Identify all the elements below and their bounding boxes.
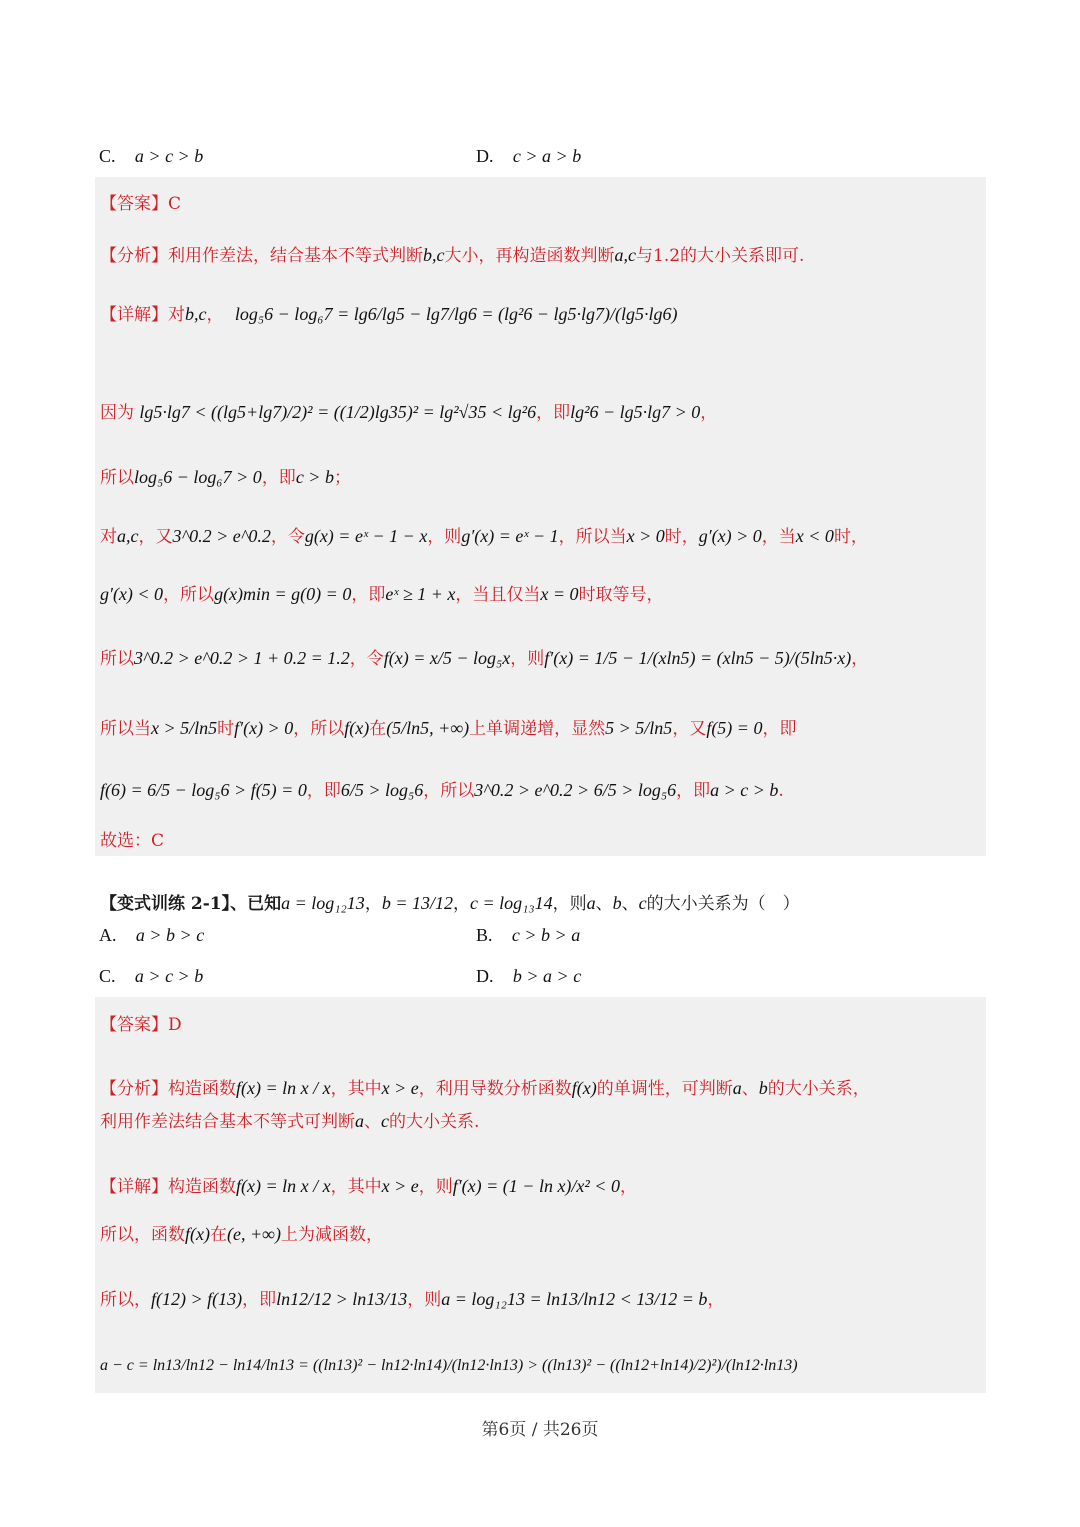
math: x > 5/ln5 (151, 718, 218, 738)
text: 时取等号， (578, 585, 664, 605)
text: 所以当 (100, 719, 151, 739)
text: ，所以 (423, 781, 475, 801)
text: ， (452, 894, 470, 914)
math: 6/5 > log₅6 (340, 780, 424, 800)
option-label: B. (476, 925, 493, 945)
text: 上单调递增，显然 (469, 719, 606, 739)
page-footer: 第6页 / 共26页 (481, 1420, 599, 1440)
text: ，又 (672, 719, 707, 739)
text: 对 (100, 527, 117, 547)
text: ，即 (762, 719, 797, 739)
sol1-line7 (100, 714, 796, 739)
math: f(x) = x/5 − log₅x (383, 648, 511, 668)
text: 、 (595, 894, 613, 914)
math: x < 0 (795, 526, 834, 546)
text: ，所以 (293, 719, 345, 739)
math: x > e (381, 1176, 419, 1196)
math: a > c > b (710, 780, 779, 800)
text: ，则 (407, 1290, 442, 1310)
sol2-answer: 【答案】D (100, 1015, 182, 1035)
solution-1-box (95, 177, 986, 856)
text: ， (364, 894, 382, 914)
math: c (638, 893, 647, 913)
text: ，即 (242, 1290, 277, 1310)
text: 所以，函数 (100, 1225, 185, 1245)
sol1-so1 (100, 463, 351, 488)
text: ，其中 (330, 1079, 382, 1099)
math: a (732, 1078, 742, 1098)
text: ， (206, 305, 224, 325)
sol1-choose: 故选：C (100, 831, 165, 851)
text: 的大小关系， (767, 1079, 870, 1099)
math: b,c (185, 304, 207, 324)
math: f′(x) > 0 (234, 718, 294, 738)
text: ，当且仅当 (455, 585, 541, 605)
math: lg²6 − lg5·lg7 > 0 (570, 402, 701, 422)
text: 大小，再构造函数判断 (444, 246, 615, 266)
math: ln12/12 > ln13/13 (276, 1289, 408, 1309)
text: ， (700, 403, 718, 423)
math: (5/ln5, +∞) (386, 718, 470, 738)
sol2-last (100, 1355, 798, 1375)
q1-option-d (476, 146, 581, 167)
math: a (355, 1111, 364, 1131)
text: ，即 (261, 468, 296, 488)
math: 3^0.2 > e^0.2 (172, 526, 271, 546)
text: ，即 (306, 781, 341, 801)
math: c (381, 1111, 389, 1131)
text: ，则 (510, 649, 545, 669)
sol1-line6 (100, 644, 868, 669)
math: eˣ ≥ 1 + x (385, 584, 456, 604)
math: a,c (614, 245, 636, 265)
math: (e, +∞) (226, 1224, 281, 1244)
sol2-analysis (100, 1074, 870, 1099)
text: 因为 (100, 403, 134, 423)
text: ，其中 (330, 1177, 382, 1197)
math: b,c (423, 245, 445, 265)
math: f(x) = ln x / x (236, 1078, 331, 1098)
option-math: c > b > a (511, 925, 581, 945)
text: 利用作差法结合基本不等式可判断 (100, 1112, 355, 1132)
text: 所以 (100, 468, 134, 488)
text: . (778, 781, 784, 801)
sol2-so (100, 1220, 383, 1245)
sol2-detail (100, 1172, 637, 1197)
text: 【详解】构造函数 (100, 1177, 236, 1197)
text: ，所以 (163, 585, 215, 605)
math: g′(x) > 0 (698, 526, 762, 546)
text: ， (851, 649, 869, 669)
text: ，所以当 (558, 527, 627, 547)
math: g′(x) < 0 (100, 584, 164, 604)
math: c = log₁₃14 (469, 893, 553, 913)
math: x > e (381, 1078, 419, 1098)
math: f(5) = 0 (706, 718, 763, 738)
option-math: b > a > c (512, 966, 582, 986)
q1-option-c (99, 146, 203, 167)
text: 时， (664, 527, 699, 547)
math: f(x) = ln x / x (236, 1176, 331, 1196)
math: lg5·lg7 < ((lg5+lg7)/2)² = ((1/2)lg35)² = lg²√35 < lg²6 (139, 402, 537, 422)
q2-stem (100, 889, 800, 914)
sol2-analysis-2 (100, 1107, 479, 1132)
text: 、 (621, 894, 639, 914)
math: x > 0 (626, 526, 665, 546)
text: 所以 (100, 649, 134, 669)
math: f(6) = 6/5 − log₅6 > f(5) = 0 (100, 780, 307, 800)
math: f(x) (344, 718, 370, 738)
math: f(x) (185, 1224, 210, 1244)
q2-option-b (476, 925, 580, 946)
text: 时， (833, 527, 868, 547)
option-label: D. (476, 146, 494, 166)
sol1-because (100, 398, 717, 423)
math: f′(x) = 1/5 − 1/(xln5) = (xln5 − 5)/(5ln5·x) (544, 648, 852, 668)
text: 的单调性，可判断 (596, 1079, 733, 1099)
math: x = 0 (540, 584, 579, 604)
text: 【分析】构造函数 (100, 1079, 236, 1099)
text: 【分析】利用作差法，结合基本不等式判断 (100, 246, 423, 266)
sol1-line4 (100, 522, 868, 547)
sol1-answer: 【答案】C (100, 194, 182, 214)
text: ， (619, 1177, 637, 1197)
text: ，令 (349, 649, 384, 669)
math: a = log₁₂13 = ln13/ln12 < 13/12 = b (441, 1289, 708, 1309)
option-math: a > b > c (135, 925, 205, 945)
math: 5 > 5/ln5 (605, 718, 673, 738)
sol1-analysis (100, 241, 804, 266)
text: ，即 (536, 403, 571, 423)
sol1-line8 (100, 776, 784, 801)
text: 、 (364, 1112, 381, 1132)
text: ，令 (270, 527, 305, 547)
text: ； (333, 468, 351, 488)
q2-option-c (99, 966, 203, 987)
sol2-so2 (100, 1285, 724, 1310)
option-math: c > a > b (512, 146, 582, 166)
math: a,c (117, 526, 139, 546)
text: 在 (369, 719, 387, 739)
text: 【详解】对 (100, 305, 185, 325)
option-label: C. (99, 966, 116, 986)
text: ，利用导数分析函数 (418, 1079, 572, 1099)
math: b = 13/12 (381, 893, 453, 913)
option-label: D. (476, 966, 494, 986)
math: g(x) = eˣ − 1 − x (304, 526, 428, 546)
text: ，则 (418, 1177, 453, 1197)
text: 在 (209, 1225, 227, 1245)
text: ，又 (138, 527, 173, 547)
math: f(12) > f(13) (151, 1289, 243, 1309)
text: 上为减函数， (280, 1225, 383, 1245)
text: ，当 (761, 527, 796, 547)
math: b (612, 893, 622, 913)
math: b (758, 1078, 768, 1098)
math: a (586, 893, 596, 913)
math: a = log₁₂13 (281, 893, 365, 913)
text: 与1.2的大小关系即可. (636, 246, 805, 266)
math: log₅6 − log₆7 = lg6/lg5 − lg7/lg6 = (lg²6 − lg5·lg7)/(lg5·lg6) (234, 304, 678, 324)
text: ，即 (676, 781, 711, 801)
option-math: a > c > b (134, 146, 204, 166)
text: 时 (217, 719, 235, 739)
question-title: 【变式训练 2-1】、已知 (100, 894, 282, 914)
text: 所以， (100, 1290, 151, 1310)
q2-option-a (99, 925, 204, 946)
math: g′(x) = eˣ − 1 (461, 526, 559, 546)
math: 3^0.2 > e^0.2 > 1 + 0.2 = 1.2 (134, 648, 350, 668)
math: 3^0.2 > e^0.2 > 6/5 > log₅6 (474, 780, 677, 800)
text: 、 (741, 1079, 759, 1099)
option-label: A. (99, 925, 117, 945)
sol1-detail (100, 300, 678, 325)
text: 的大小关系. (389, 1112, 480, 1132)
text: ， (707, 1290, 725, 1310)
math: g(x)min = g(0) = 0 (214, 584, 352, 604)
text: ，则 (552, 894, 587, 914)
math: log₅6 − log₆7 > 0 (134, 467, 262, 487)
text: ，即 (351, 585, 386, 605)
math: f′(x) = (1 − ln x)/x² < 0 (452, 1176, 620, 1196)
math: a − c = ln13/ln12 − ln14/ln13 = ((ln13)² − ln12·ln14)/(ln12·ln13) > ((ln13)² − ((ln12+ln14)/2)²)/(ln12·ln13) (100, 1357, 798, 1374)
math: f(x) (571, 1078, 597, 1098)
sol1-line5 (100, 580, 664, 605)
option-label: C. (99, 146, 116, 166)
text: ，则 (427, 527, 462, 547)
math: c > b (295, 467, 334, 487)
q2-option-d (476, 966, 581, 987)
option-math: a > c > b (134, 966, 204, 986)
text: 的大小关系为（ ） (646, 894, 800, 914)
